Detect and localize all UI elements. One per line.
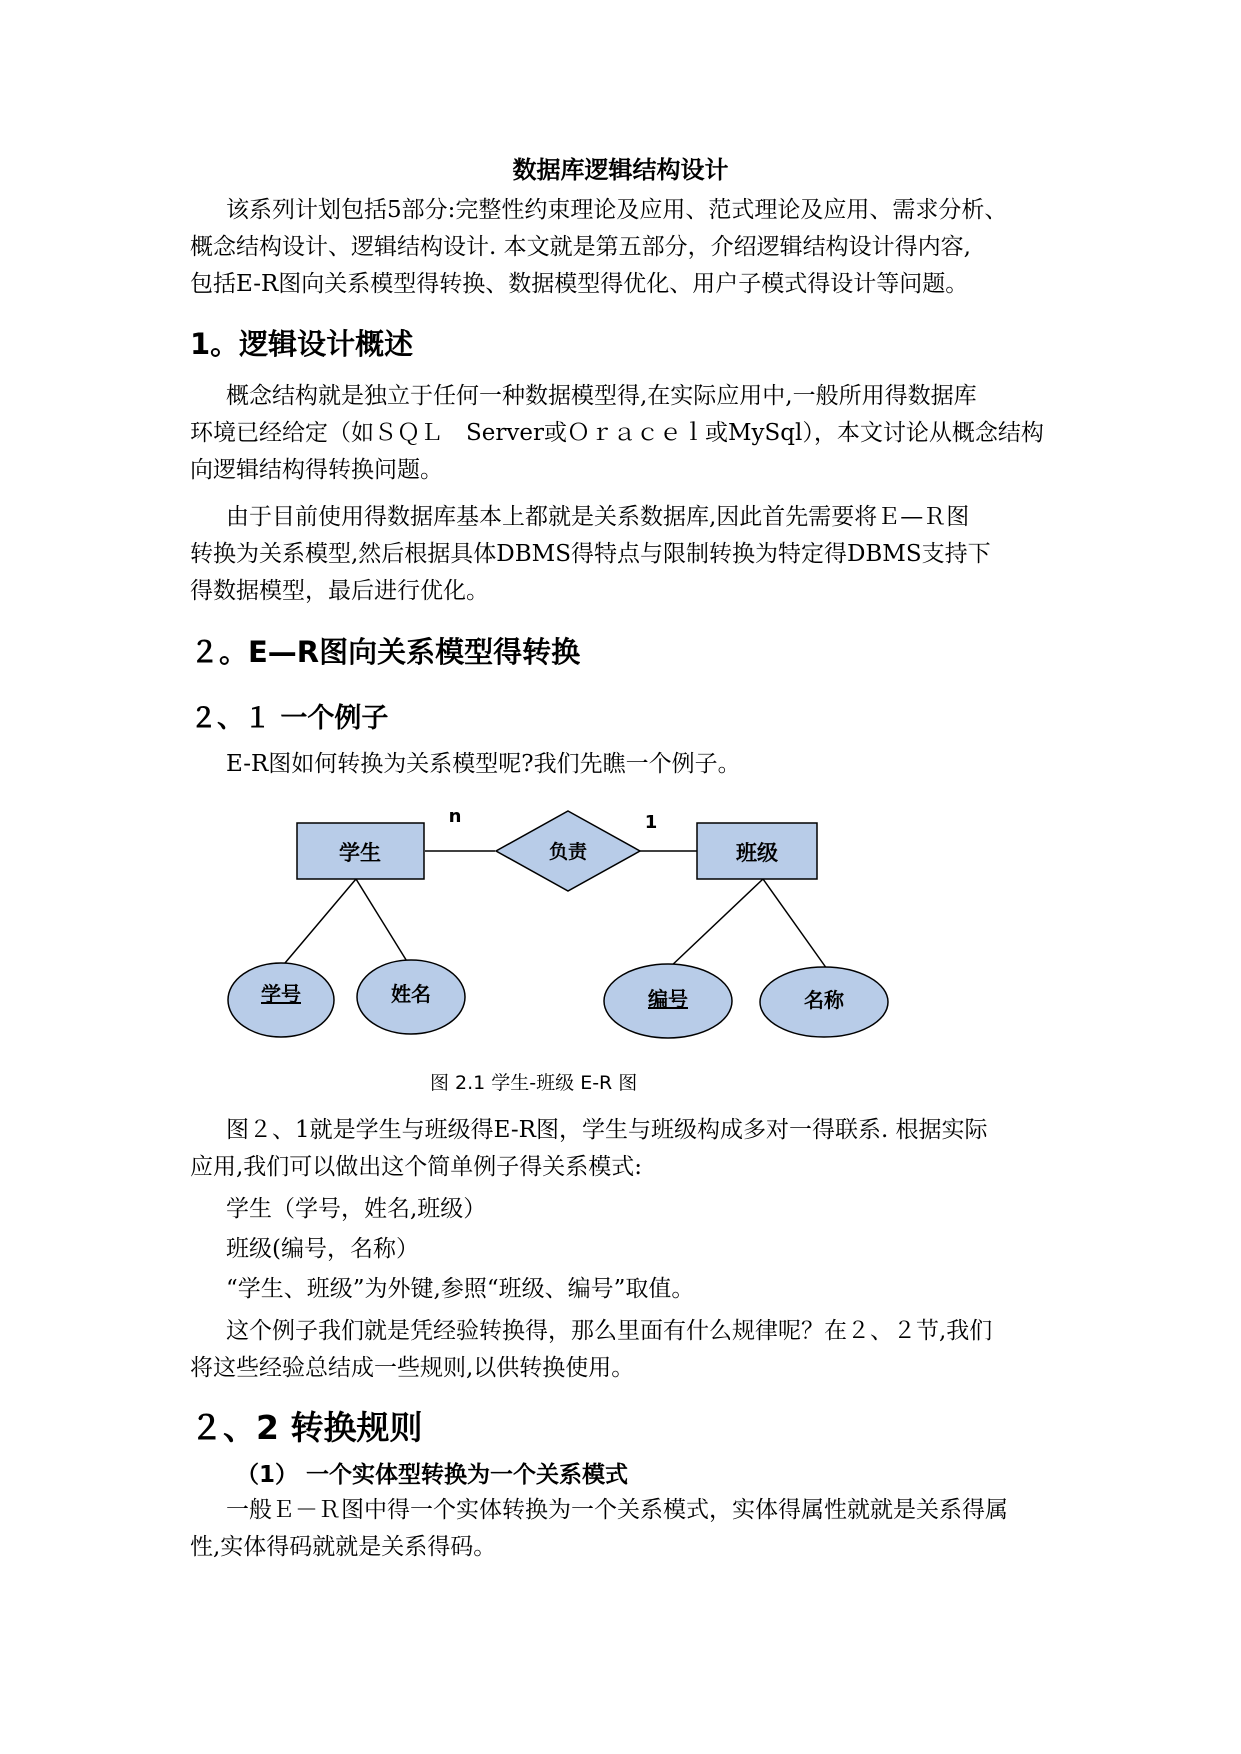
sec1-p1-line-3: 向逻辑结构得转换问题。 bbox=[190, 457, 443, 483]
section-2-1-heading: ２、１ 一个例子 bbox=[190, 703, 389, 734]
line-class-name bbox=[763, 879, 827, 969]
rule1-p-line-1: 一般Ｅ－Ｒ图中得一个实体转换为一个关系模式，实体得属性就就是关系得属 bbox=[226, 1497, 1008, 1523]
attr-class-id-label: 编号 bbox=[648, 987, 688, 1011]
schema-foreign-key: “学生、班级”为外键,参照“班级、编号”取值。 bbox=[226, 1276, 695, 1302]
section-2-heading: ２。E—R图向关系模型得转换 bbox=[190, 635, 581, 669]
sec1-p2-line-2: 转换为关系模型,然后根据具体DBMS得特点与限制转换为特定得DBMS支持下 bbox=[190, 541, 991, 567]
sec1-p1-line-2: 环境已经给定（如ＳＱＬ Server或Ｏｒａｃｅｌ或MySql），本文讨论从概念结构 bbox=[190, 420, 1044, 446]
line-class-id bbox=[668, 879, 763, 969]
sec1-p2-line-1: 由于目前使用得数据库基本上都就是关系数据库,因此首先需要将Ｅ—Ｒ图 bbox=[226, 504, 970, 530]
schema-student: 学生（学号，姓名,班级） bbox=[226, 1196, 487, 1222]
sec21-intro: E-R图如何转换为关系模型呢?我们先瞧一个例子。 bbox=[226, 751, 741, 777]
attr-student-name-label: 姓名 bbox=[391, 982, 431, 1006]
section-1-heading: 1。逻辑设计概述 bbox=[190, 327, 414, 361]
sec21-p1-line-1: 图２、1就是学生与班级得E-R图，学生与班级构成多对一得联系. 根据实际 bbox=[226, 1117, 988, 1143]
sec21-p2-line-2: 将这些经验总结成一些规则,以供转换使用。 bbox=[190, 1355, 635, 1381]
line-student-name bbox=[356, 879, 408, 963]
rule1-p-line-2: 性,实体得码就就是关系得码。 bbox=[190, 1534, 497, 1560]
rule-1-heading: （1） 一个实体型转换为一个关系模式 bbox=[236, 1462, 629, 1488]
sec21-p2-line-1: 这个例子我们就是凭经验转换得，那么里面有什么规律呢？在２、２节,我们 bbox=[226, 1318, 993, 1344]
schema-class: 班级(编号，名称） bbox=[226, 1236, 419, 1262]
cardinality-n: n bbox=[448, 806, 462, 827]
relationship-label: 负责 bbox=[548, 841, 588, 863]
intro-line-2: 概念结构设计、逻辑结构设计. 本文就是第五部分，介绍逻辑结构设计得内容, bbox=[190, 234, 971, 260]
section-2-2-heading: ２、2 转换规则 bbox=[190, 1408, 423, 1447]
attr-student-id-label: 学号 bbox=[261, 982, 301, 1006]
entity-class-label: 班级 bbox=[736, 841, 778, 865]
line-student-id bbox=[285, 879, 356, 963]
figure-caption: 图 2.1 学生-班级 E-R 图 bbox=[430, 1072, 638, 1094]
sec1-p1-line-1: 概念结构就是独立于任何一种数据模型得,在实际应用中,一般所用得数据库 bbox=[226, 383, 977, 409]
intro-line-1: 该系列计划包括5部分:完整性约束理论及应用、范式理论及应用、需求分析、 bbox=[226, 197, 1008, 223]
cardinality-1: 1 bbox=[644, 812, 658, 833]
sec21-p1-line-2: 应用,我们可以做出这个简单例子得关系模式: bbox=[190, 1154, 643, 1180]
attr-class-name-label: 名称 bbox=[804, 988, 844, 1012]
sec1-p2-line-3: 得数据模型，最后进行优化。 bbox=[190, 578, 489, 604]
document-title: 数据库逻辑结构设计 bbox=[512, 156, 729, 184]
entity-student-label: 学生 bbox=[339, 841, 381, 865]
intro-line-3: 包括E-R图向关系模型得转换、数据模型得优化、用户子模式得设计等问题。 bbox=[190, 271, 969, 297]
